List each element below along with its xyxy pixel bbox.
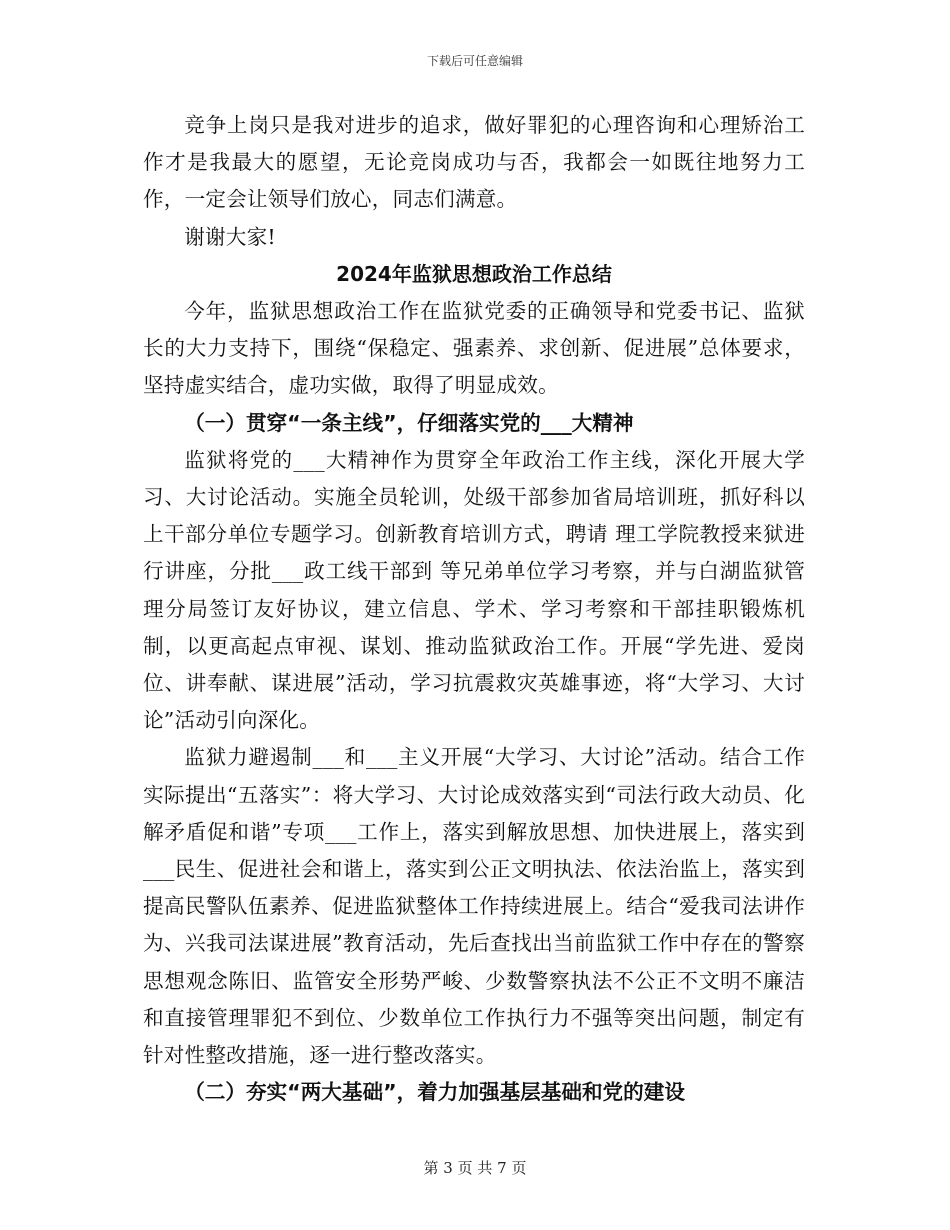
section-heading-2: （二）夯实“两大基础”，着力加强基层基础和党的建设 [184,1080,685,1105]
intro-paragraph: 今年，监狱思想政治工作在监狱党委的正确领导和党委书记、监狱长的大力支持下，围绕“保稳定、强素养、求创新、促进展”总体要求，坚持虚实结合，虚功实做，取得了明显成效。 [143,299,805,398]
closing-paragraph: 竞争上岗只是我对进步的追求，做好罪犯的心理咨询和心理矫治工作才是我最大的愿望，无论竞岗成功与否，我都会一如既往地努力工作，一定会让领导们放心，同志们满意。 [143,113,805,212]
section1-paragraph-1: 监狱将党的___大精神作为贯穿全年政治工作主线，深化开展大学习、大讨论活动。实施全员轮训，处级干部参加省局培训班，抓好科以上干部分单位专题学习。创新教育培训方式，聘请 理工学院教授来狱进行讲座，分批___政工线干部到 等兄弟单位学习考察，并与白湖监狱管理分局签订友好协议，建立信息、学术、学习考察和干部挂职锻炼机制，以更高起点审视、谋划、推动监狱政治工作。开展“学先进、爱岗位、讲奉献、谋进展”活动，学习抗震救灾英雄事迹，将“大学习、大讨论”活动引向深化。 [143,447,805,733]
download-note: 下载后可任意编辑 [426,54,523,68]
page-number: 第 3 页 共 7 页 [423,1159,527,1177]
section-heading-1: （一）贯穿“一条主线”，仔细落实党的___大精神 [184,410,634,435]
document-body [143,107,805,1111]
document-title: 2024年监狱思想政治工作总结 [336,261,612,286]
thanks-line: 谢谢大家! [184,224,276,249]
section1-paragraph-2: 监狱力避遏制___和___主义开展“大学习、大讨论”活动。结合工作实际提出“五落实”：将大学习、大讨论成效落实到“司法行政大动员、化解矛盾促和谐”专项___工作上，落实到解放思想、加快进展上，落实到___民生、促进社会和谐上，落实到公正文明执法、依法治监上，落实到提高民警队伍素养、促进监狱整体工作持续进展上。结合“爱我司法讲作为、兴我司法谋进展”教育活动，先后查找出当前监狱工作中存在的警察思想观念陈旧、监管安全形势严峻、少数警察执法不公正不文明不廉洁和直接管理罪犯不到位、少数单位工作执行力不强等突出问题，制定有针对性整改措施，逐一进行整改落实。 [143,745,805,1068]
